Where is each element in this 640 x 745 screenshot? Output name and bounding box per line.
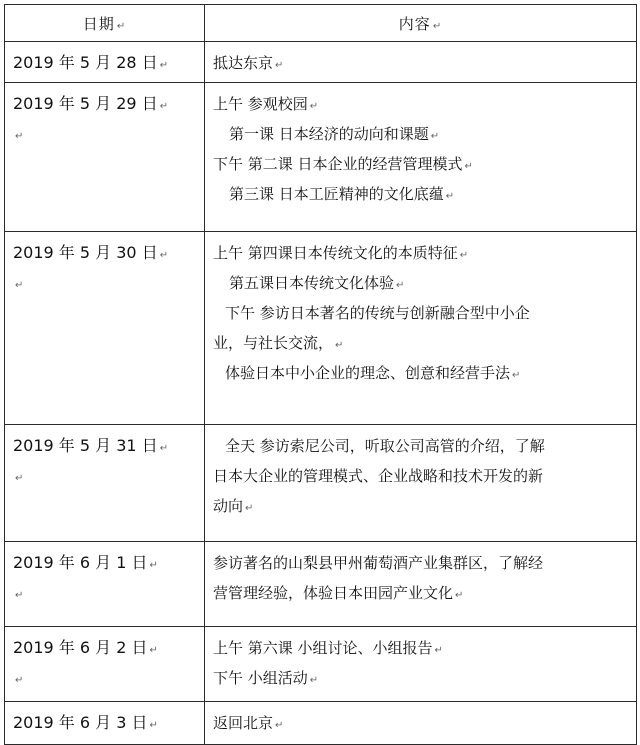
date-cell xyxy=(5,425,205,542)
paragraph-mark-icon: ↵ xyxy=(275,720,284,731)
date-text: 2019 年 6 月 1 日 xyxy=(13,553,148,572)
date-text: 2019 年 5 月 30 日 xyxy=(13,243,158,262)
content-line: 第五课日本传统文化体验 xyxy=(229,274,395,292)
paragraph-mark-icon: ↵ xyxy=(159,60,169,71)
paragraph-mark-icon: ↵ xyxy=(464,161,473,172)
paragraph-mark-icon: ↵ xyxy=(159,250,169,261)
table-row xyxy=(5,627,637,702)
table-row xyxy=(5,232,637,425)
paragraph-mark-icon: ↵ xyxy=(116,20,127,32)
paragraph-mark-icon: ↵ xyxy=(309,101,319,112)
paragraph-mark-icon: ↵ xyxy=(245,503,254,514)
date-cell xyxy=(5,627,205,702)
content-cell xyxy=(205,542,637,627)
content-line: 第三课 日本工匠精神的文化底蕴 xyxy=(229,185,444,203)
content-line: 营管理经验，体验日本田园产业文化 xyxy=(213,584,454,602)
content-line: 下午 小组活动 xyxy=(213,669,308,687)
date-cell xyxy=(5,542,205,627)
date-text: 2019 年 5 月 28 日 xyxy=(13,53,158,72)
content-line: 参访著名的山梨县甲州葡萄酒产业集群区，了解经 xyxy=(213,554,544,572)
paragraph-mark-icon: ↵ xyxy=(434,645,443,656)
content-cell xyxy=(205,83,637,232)
schedule-table xyxy=(4,4,637,745)
content-line: 上午 参观校园 xyxy=(213,95,308,113)
table-row xyxy=(5,425,637,542)
header-date xyxy=(5,5,205,42)
paragraph-mark-icon: ↵ xyxy=(15,280,24,291)
date-text: 2019 年 5 月 31 日 xyxy=(13,436,158,455)
paragraph-mark-icon: ↵ xyxy=(445,191,455,202)
paragraph-mark-icon: ↵ xyxy=(15,675,24,686)
date-cell xyxy=(5,232,205,425)
content-cell xyxy=(205,702,637,745)
content-line: 返回北京 xyxy=(213,714,274,732)
table-row xyxy=(5,542,637,627)
paragraph-mark-icon: ↵ xyxy=(432,20,443,32)
date-cell xyxy=(5,702,205,745)
paragraph-mark-icon: ↵ xyxy=(512,370,521,381)
content-line: 业，与社长交流， xyxy=(213,334,334,352)
date-cell xyxy=(5,42,205,83)
paragraph-mark-icon: ↵ xyxy=(396,280,405,291)
date-cell xyxy=(5,83,205,232)
content-line: 第一课 日本经济的动向和课题 xyxy=(229,125,429,143)
paragraph-mark-icon: ↵ xyxy=(149,560,158,571)
content-cell xyxy=(205,42,637,83)
content-line: 抵达东京 xyxy=(213,54,274,72)
paragraph-mark-icon: ↵ xyxy=(309,675,319,686)
paragraph-mark-icon: ↵ xyxy=(15,131,24,142)
paragraph-mark-icon: ↵ xyxy=(15,473,24,484)
header-row xyxy=(5,5,637,42)
paragraph-mark-icon: ↵ xyxy=(159,443,169,454)
header-content xyxy=(205,5,637,42)
date-text: 2019 年 6 月 2 日 xyxy=(13,638,148,657)
date-text: 2019 年 5 月 29 日 xyxy=(13,94,158,113)
header-content-label: 内容 xyxy=(398,14,431,33)
content-cell xyxy=(205,425,637,542)
paragraph-mark-icon: ↵ xyxy=(459,250,469,261)
content-cell xyxy=(205,627,637,702)
table-row xyxy=(5,702,637,745)
date-text: 2019 年 6 月 3 日 xyxy=(13,713,148,732)
paragraph-mark-icon: ↵ xyxy=(430,131,440,142)
paragraph-mark-icon: ↵ xyxy=(159,101,169,112)
content-cell xyxy=(205,232,637,425)
paragraph-mark-icon: ↵ xyxy=(455,590,464,601)
paragraph-mark-icon: ↵ xyxy=(149,645,158,656)
content-line: 日本大企业的管理模式、企业战略和技术开发的新 xyxy=(213,467,544,485)
paragraph-mark-icon: ↵ xyxy=(335,340,344,351)
paragraph-mark-icon: ↵ xyxy=(149,720,158,731)
paragraph-mark-icon: ↵ xyxy=(15,590,24,601)
content-line: 动向 xyxy=(213,497,244,515)
content-line: 下午 参访日本著名的传统与创新融合型中小企 xyxy=(225,304,530,322)
paragraph-mark-icon: ↵ xyxy=(275,60,284,71)
content-line: 下午 第二课 日本企业的经营管理模式 xyxy=(213,155,463,173)
header-date-label: 日期 xyxy=(82,14,115,33)
table-row xyxy=(5,83,637,232)
content-line: 体验日本中小企业的理念、创意和经营手法 xyxy=(225,364,511,382)
content-line: 全天 参访索尼公司，听取公司高管的介绍，了解 xyxy=(225,437,545,455)
table-row xyxy=(5,42,637,83)
content-line: 上午 第四课日本传统文化的本质特征 xyxy=(213,244,458,262)
content-line: 上午 第六课 小组讨论、小组报告 xyxy=(213,639,433,657)
